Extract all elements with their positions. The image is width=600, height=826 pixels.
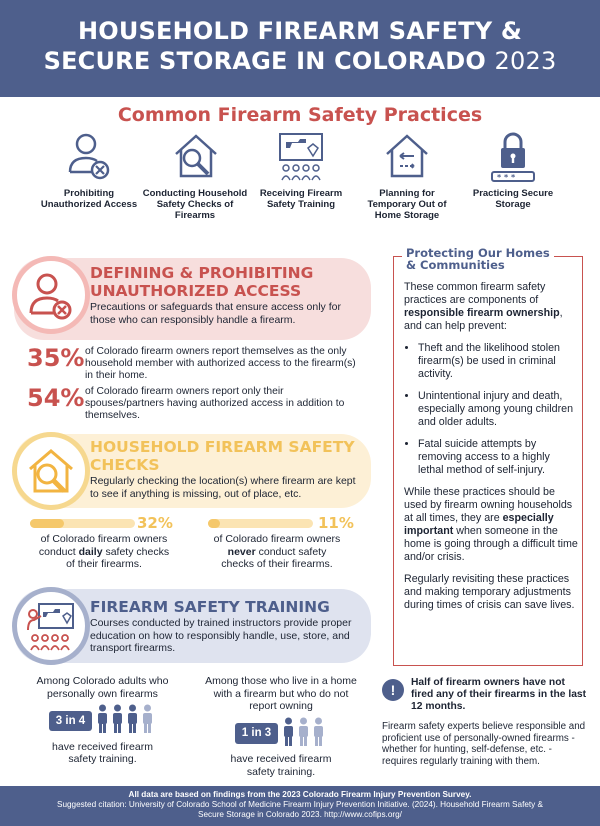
checks-title — [90, 438, 355, 474]
sidebar-body — [404, 281, 578, 621]
person-icon — [96, 704, 109, 734]
defining-title — [90, 264, 313, 300]
group-tail: have received firearm safety training. — [52, 740, 153, 765]
sidebar-p3: Regularly revisiting these practices and making temporary adjustments during times of crisis can save lives. — [404, 573, 575, 611]
intro-bold: responsible firearm ownership — [404, 307, 560, 319]
intro-pre: These common firearm safety practices are components of — [404, 281, 546, 306]
practices-title: Common Firearm Safety Practices — [117, 104, 483, 126]
sidebar-p2 — [404, 486, 578, 564]
exclamation-icon: ! — [382, 679, 404, 701]
never-check-text-1: of Colorado firearm owners — [213, 533, 341, 545]
footer-line2: Suggested citation: University of Colorado School of Medicine Firearm Injury Prevention Initiative. (2024). Household Firearm Safety & — [56, 800, 544, 809]
daily-check-bold: daily — [78, 545, 103, 558]
daily-check-pct: 32% — [137, 514, 173, 532]
sidebar-intro — [404, 281, 578, 333]
checks-title-line1: HOUSEHOLD FIREARM SAFETY — [90, 438, 355, 456]
daily-check-bar — [30, 519, 135, 528]
house-magnifier-icon — [25, 445, 77, 497]
daily-check-text-1: of Colorado firearm owners — [40, 533, 168, 545]
person-icon — [282, 717, 295, 747]
daily-check-text — [24, 533, 184, 571]
lock-code-icon — [488, 130, 538, 184]
people-icons — [96, 704, 156, 738]
daily-check-mid-post: safety checks — [102, 545, 170, 558]
page-title-line2-text: SECURE STORAGE IN COLORADO — [43, 47, 486, 75]
group-lead: Among those who live in a home with a firearm but who do not report owning — [205, 675, 357, 712]
checks-title-line2: CHECKS — [90, 456, 160, 474]
footer — [0, 786, 600, 826]
note-body: Firearm safety experts believe responsible and proficient use of personally-owned firearms - whether for hunting, self-defense, etc. - requires regularly training with them. — [382, 721, 586, 767]
person-icon — [111, 704, 124, 734]
defining-circle — [12, 256, 90, 334]
practice-checks — [142, 130, 248, 226]
person-x-icon — [64, 130, 114, 184]
practice-prohibiting — [36, 130, 142, 226]
practice-label: Conducting Household Safety Checks of Firearms — [142, 188, 248, 221]
practices-row — [36, 130, 566, 226]
sidebar-bullets — [418, 342, 578, 477]
page-title-line1: HOUSEHOLD FIREARM SAFETY & — [77, 17, 523, 45]
never-check-text-2 — [197, 546, 357, 559]
sidebar-title — [402, 247, 554, 271]
stat-35 — [27, 344, 377, 382]
checks-description: Regularly checking the location(s) where firearm are kept to see if anything is missing, out of place, etc. — [90, 475, 356, 500]
people-icons — [282, 717, 327, 751]
defining-title-line2: UNAUTHORIZED ACCESS — [90, 282, 302, 300]
checks-circle — [12, 432, 90, 510]
never-check-pct: 11% — [318, 514, 354, 532]
sidebar-title-line1: Protecting Our Homes — [406, 246, 550, 260]
house-magnifier-icon — [170, 130, 220, 184]
never-check-bold: never — [227, 545, 256, 558]
footer-line3: Secure Storage in Colorado 2023. http://www.cofips.org/ — [198, 810, 402, 819]
half-owners-note — [382, 677, 590, 767]
never-check-bar — [208, 519, 313, 528]
training-board-icon — [25, 600, 77, 652]
svg-text:* * * _: * * * _ — [497, 173, 522, 182]
training-circle — [12, 587, 90, 665]
practice-label: Receiving Firearm Safety Training — [259, 188, 343, 210]
stat-54 — [27, 384, 377, 422]
daily-check-text-3: of their firearms. — [66, 558, 142, 570]
list-item: • Unintentional injury and death, especially among young children and older adults. — [418, 390, 578, 429]
list-item: • Fatal suicide attempts by removing access to a highly lethal method of self-injury. — [418, 438, 578, 477]
person-icon — [297, 717, 310, 747]
person-icon — [312, 717, 325, 747]
defining-title-line1: DEFINING & PROHIBITING — [90, 264, 314, 282]
training-title: FIREARM SAFETY TRAINING — [90, 598, 330, 616]
p2-bold: especially important — [404, 512, 554, 537]
ratio-row — [20, 704, 185, 738]
person-icon — [126, 704, 139, 734]
practice-secure-storage — [460, 130, 566, 226]
training-board-icon — [276, 130, 326, 184]
page-title-year: 2023 — [494, 47, 557, 75]
practice-temporary-storage — [354, 130, 460, 226]
group-lead: Among Colorado adults who personally own firearms — [36, 675, 169, 700]
never-check-text — [197, 533, 357, 571]
note-header — [382, 677, 590, 713]
daily-check-text-2 — [24, 546, 184, 559]
footer-line1: All data are based on findings from the 2023 Colorado Firearm Injury Prevention Survey. — [128, 790, 472, 799]
page-title-line2 — [0, 46, 600, 76]
practice-training — [248, 130, 354, 226]
header-banner — [0, 0, 600, 97]
practice-label: Practicing Secure Storage — [472, 188, 554, 210]
person-x-icon — [25, 269, 77, 321]
p2-pre: While these practices should be used by firearm owning households at all times, they are — [404, 486, 573, 524]
defining-description: Precautions or safeguards that ensure access only for those who can responsibly handle a firearm. — [90, 301, 341, 326]
training-group-owners — [20, 675, 185, 766]
ratio-badge: 1 in 3 — [235, 723, 278, 744]
house-transfer-icon — [382, 130, 432, 184]
protecting-sidebar — [393, 246, 583, 666]
daily-check-mid-pre: conduct — [38, 545, 79, 558]
p2-post: when someone in the home is going through a difficult time and/or crisis. — [404, 525, 578, 563]
person-icon — [141, 704, 154, 734]
note-headline: Half of firearm owners have not fired any of their firearms in the last 12 months. — [411, 677, 587, 712]
never-check-text-3: checks of their firearms. — [221, 558, 333, 570]
group-tail: have received firearm safety training. — [230, 753, 332, 778]
stat-pct: 54% — [27, 384, 85, 412]
daily-check-bar-fill — [30, 519, 64, 528]
stat-pct: 35% — [27, 344, 85, 372]
never-check-bar-fill — [208, 519, 220, 528]
practice-label: Planning for Temporary Out of Home Storage — [367, 188, 447, 221]
practice-label: Prohibiting Unauthorized Access — [40, 188, 138, 210]
ratio-badge: 3 in 4 — [49, 711, 92, 732]
never-check-mid-post: conduct safety — [255, 545, 327, 558]
training-group-nonowners — [196, 675, 366, 778]
stat-text: of Colorado firearm owners report only their spouses/partners having authorized access in addition to themselves. — [85, 386, 345, 421]
stat-text: of Colorado firearm owners report themselves as the only household member with authorized access to the firearm(s) in their home. — [85, 346, 356, 381]
sidebar-title-line2: & Communities — [406, 258, 505, 272]
list-item: • Theft and the likelihood stolen firearm(s) be used in criminal activity. — [418, 342, 578, 381]
training-description: Courses conducted by trained instructors provide proper education on how to responsibly handle, use, store, and transport firearms. — [90, 617, 352, 654]
intro-post: , and can help prevent: — [404, 307, 563, 332]
ratio-row — [196, 717, 366, 751]
